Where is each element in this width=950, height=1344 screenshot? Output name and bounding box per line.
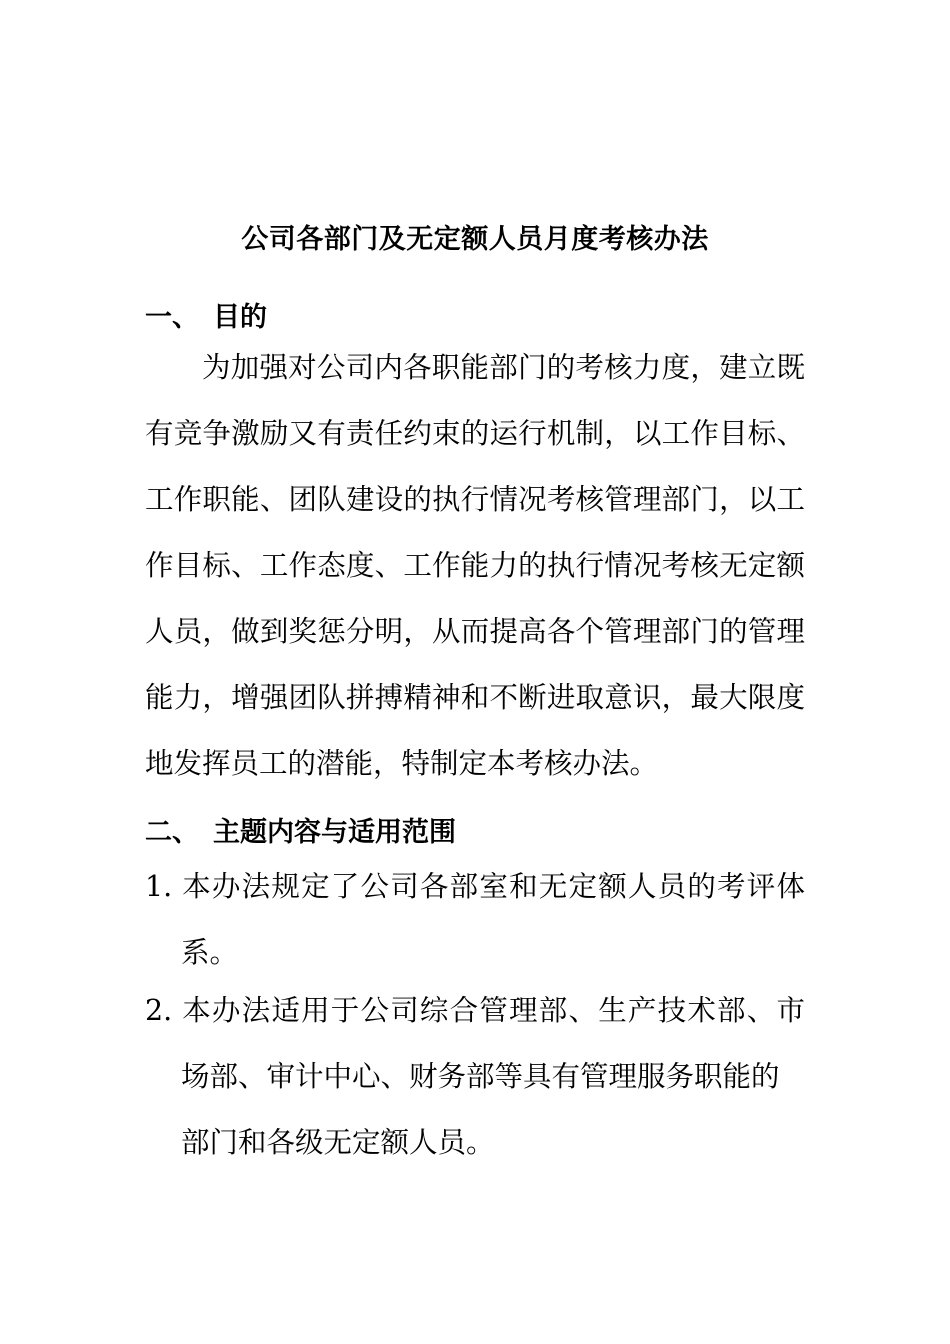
document-title: 公司各部门及无定额人员月度考核办法 [241, 224, 709, 255]
scope-item-1 [145, 854, 805, 986]
list-item-line [145, 854, 805, 920]
list-item-line: 部门和各级无定额人员。 [181, 1126, 495, 1159]
section-number: 二、 [145, 817, 199, 848]
paragraph-line: 为加强对公司内各职能部门的考核力度，建立既 [202, 351, 805, 384]
paragraph-line: 工作职能、团队建设的执行情况考核管理部门，以工 [145, 483, 805, 516]
scope-item-2 [145, 978, 805, 1176]
paragraph-line: 人员，做到奖惩分明，从而提高各个管理部门的管理 [145, 615, 805, 648]
list-item-line: 场部、审计中心、财务部等具有管理服务职能的 [181, 1060, 780, 1093]
list-item-number: 2. [145, 994, 173, 1027]
section-heading-scope [145, 813, 456, 853]
section-title: 主题内容与适用范围 [213, 817, 456, 848]
list-item-line: 系。 [181, 936, 239, 969]
section-title: 目的 [213, 302, 267, 333]
list-item-text: 本办法规定了公司各部室和无定额人员的考评体 [181, 870, 805, 903]
paragraph-line: 能力，增强团队拼搏精神和不断进取意识，最大限度 [145, 681, 805, 714]
list-item-line [145, 978, 805, 1044]
section-number: 一、 [145, 302, 199, 333]
purpose-paragraph [145, 335, 805, 797]
paragraph-line: 有竞争激励又有责任约束的运行机制，以工作目标、 [145, 417, 805, 450]
list-item-number: 1. [145, 870, 173, 903]
paragraph-line: 作目标、工作态度、工作能力的执行情况考核无定额 [145, 549, 805, 582]
section-heading-purpose [145, 298, 267, 338]
list-item-text: 本办法适用于公司综合管理部、生产技术部、市 [181, 994, 805, 1027]
paragraph-line: 地发挥员工的潜能，特制定本考核办法。 [145, 747, 659, 780]
